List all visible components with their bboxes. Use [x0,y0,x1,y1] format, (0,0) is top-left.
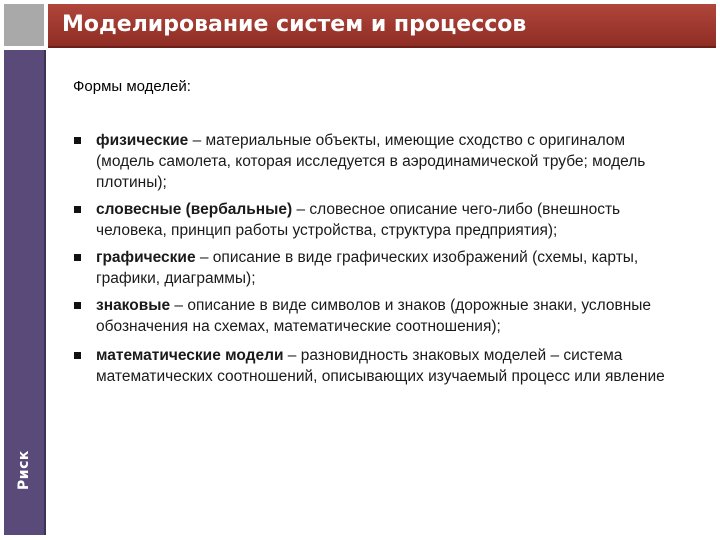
list-item [74,345,674,387]
square-bullet-icon [74,302,81,309]
item-description: – описание в виде графических изображений (схемы, карты, графики, диаграммы); [96,249,639,287]
item-term: графические [96,249,196,266]
item-term: знаковые [96,297,171,314]
square-bullet-icon [74,254,81,261]
list-item [74,130,674,193]
item-description: – материальные объекты, имеющие сходство с оригиналом (модель самолета, которая исследуется в аэродинамической трубе; модель плотины); [96,132,646,191]
item-term: физические [96,132,189,149]
corner-block [4,4,44,46]
item-description: – описание в виде символов и знаков (дорожные знаки, условные обозначения на схемах, математические соотношения); [96,297,652,335]
list-item [74,247,674,289]
item-description: – разновидность знаковых моделей – система математических соотношений, описывающих изучаемый процесс или явление [96,347,665,385]
item-description: – словесное описание чего-либо (внешность человека, принцип работы устройства, структура предприятия); [96,201,621,239]
list-item [74,295,674,337]
page-title: Моделирование систем и процессов [62,12,527,37]
section-subtitle: Формы моделей: [73,78,191,95]
square-bullet-icon [74,206,81,213]
square-bullet-icon [74,352,81,359]
list-item [74,199,674,241]
model-forms-list [74,130,674,393]
title-bar [48,4,716,48]
item-term: математические модели [96,347,284,364]
square-bullet-icon [74,137,81,144]
item-term: словесные (вербальные) [96,201,293,218]
side-label: Риск [16,450,32,490]
